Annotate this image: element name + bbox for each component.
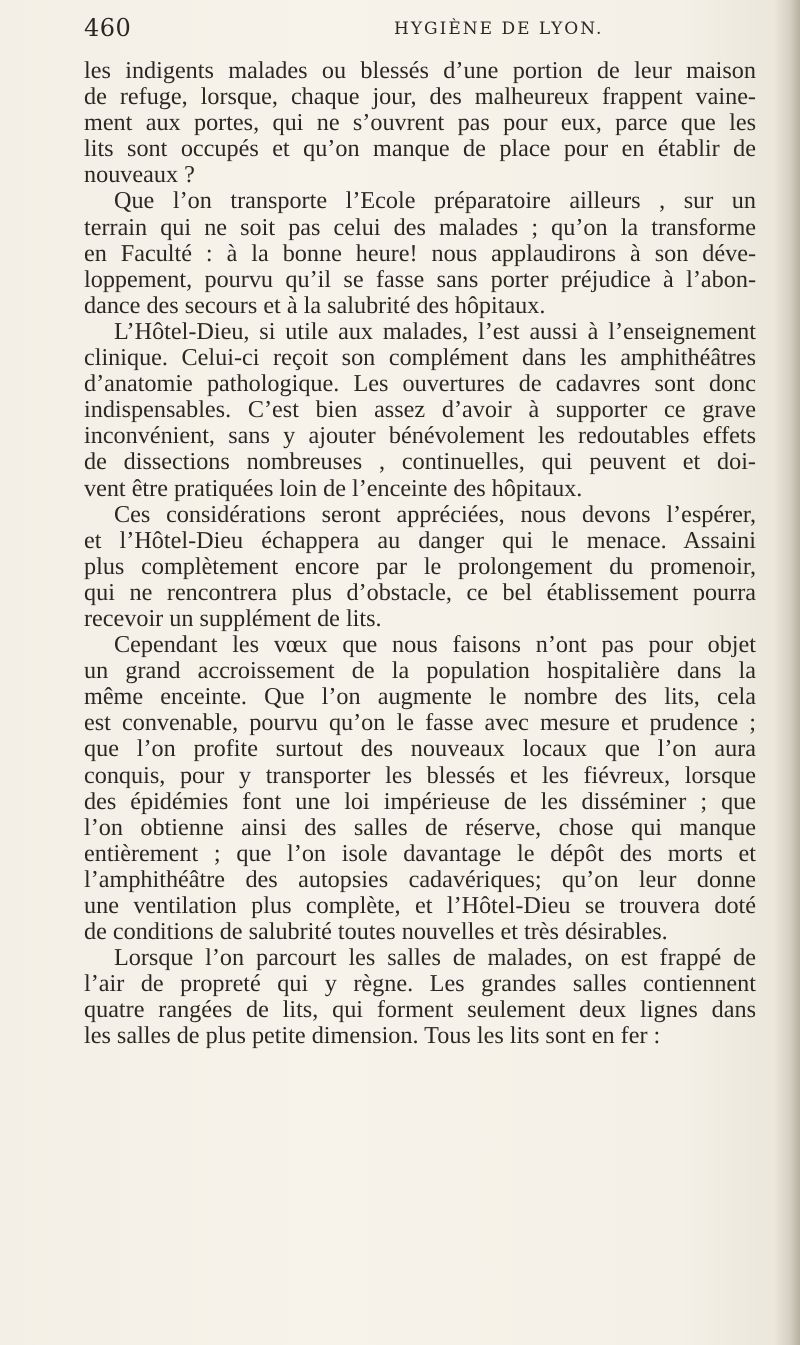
text-line: Cependant les vœux que nous faisons n’ont pas pour objet <box>114 631 756 659</box>
text-line: de conditions de salubrité toutes nouvelles et très désirables. <box>84 918 668 946</box>
text-line: d’anatomie pathologique. Les ouvertures de cadavres sont donc <box>84 370 756 398</box>
text-line: est convenable, pourvu qu’on le fasse avec mesure et prudence ; <box>84 709 756 737</box>
text-line: loppement, pourvu qu’il se fasse sans porter préjudice à l’abon- <box>84 265 756 293</box>
text-line: Que l’on transporte l’Ecole préparatoire ailleurs , sur un <box>114 187 756 215</box>
text-line: vent être pratiquées loin de l’enceinte des hôpitaux. <box>84 474 583 502</box>
text-line: des épidémies font une loi impérieuse de les disséminer ; que <box>84 787 756 815</box>
page-edge-shadow <box>774 0 800 1345</box>
text-line: les salles de plus petite dimension. Tous les lits sont en fer : <box>84 1022 661 1050</box>
text-line: les indigents malades ou blessés d’une portion de leur maison <box>84 57 756 84</box>
text-line: nouveaux ? <box>84 161 195 189</box>
text-line: ment aux portes, qui ne s’ouvrent pas pour eux, parce que les <box>84 109 756 137</box>
page-header <box>84 10 754 50</box>
text-line: un grand accroissement de la population hospitalière dans la <box>84 657 756 685</box>
text-line: Lorsque l’on parcourt les salles de malades, on est frappé de <box>114 944 756 972</box>
running-head: HYGIÈNE DE LYON. <box>394 19 604 39</box>
text-line: entièrement ; que l’on isole davantage le dépôt des morts et <box>84 839 756 867</box>
text-line: l’air de propreté qui y règne. Les grandes salles contiennent <box>84 970 756 998</box>
text-line: terrain qui ne soit pas celui des malades ; qu’on la transforme <box>84 213 756 241</box>
text-line: qui ne rencontrera plus d’obstacle, ce bel établissement pourra <box>84 578 756 606</box>
text-line: en Faculté : à la bonne heure! nous applaudirons à son déve- <box>84 239 756 267</box>
text-line: clinique. Celui-ci reçoit son complément dans les amphithéâtres <box>84 344 756 372</box>
text-line: Ces considérations seront appréciées, nous devons l’espérer, <box>114 500 756 528</box>
text-line: et l’Hôtel-Dieu échappera au danger qui le menace. Assaini <box>84 526 756 554</box>
text-line: L’Hôtel-Dieu, si utile aux malades, l’est aussi à l’enseignement <box>114 317 756 345</box>
text-line: lits sont occupés et qu’on manque de place pour en établir de <box>84 135 756 163</box>
body-text <box>84 58 756 1050</box>
text-line: de dissections nombreuses , continuelles, qui peuvent et doi- <box>84 448 756 476</box>
text-line: que l’on profite surtout des nouveaux locaux que l’on aura <box>84 735 756 763</box>
text-line: conquis, pour y transporter les blessés et les fiévreux, lorsque <box>84 761 756 789</box>
text-line: une ventilation plus complète, et l’Hôtel-Dieu se trouvera doté <box>84 892 756 919</box>
text-line: recevoir un supplément de lits. <box>84 604 382 632</box>
text-line: dance des secours et à la salubrité des hôpitaux. <box>84 291 546 319</box>
text-line: même enceinte. Que l’on augmente le nombre des lits, cela <box>84 683 756 711</box>
page-number: 460 <box>84 14 132 42</box>
text-line: indispensables. C’est bien assez d’avoir à supporter ce grave <box>84 396 756 424</box>
text-line: plus complètement encore par le prolongement du promenoir, <box>84 552 756 580</box>
text-line: inconvénient, sans y ajouter bénévolement les redoutables effets <box>84 422 756 450</box>
text-line: l’on obtienne ainsi des salles de réserve, chose qui manque <box>84 813 756 841</box>
text-line: de refuge, lorsque, chaque jour, des malheureux frappent vaine- <box>84 83 756 111</box>
text-line: quatre rangées de lits, qui forment seulement deux lignes dans <box>84 996 756 1024</box>
text-line: l’amphithéâtre des autopsies cadavériques; qu’on leur donne <box>84 865 756 893</box>
